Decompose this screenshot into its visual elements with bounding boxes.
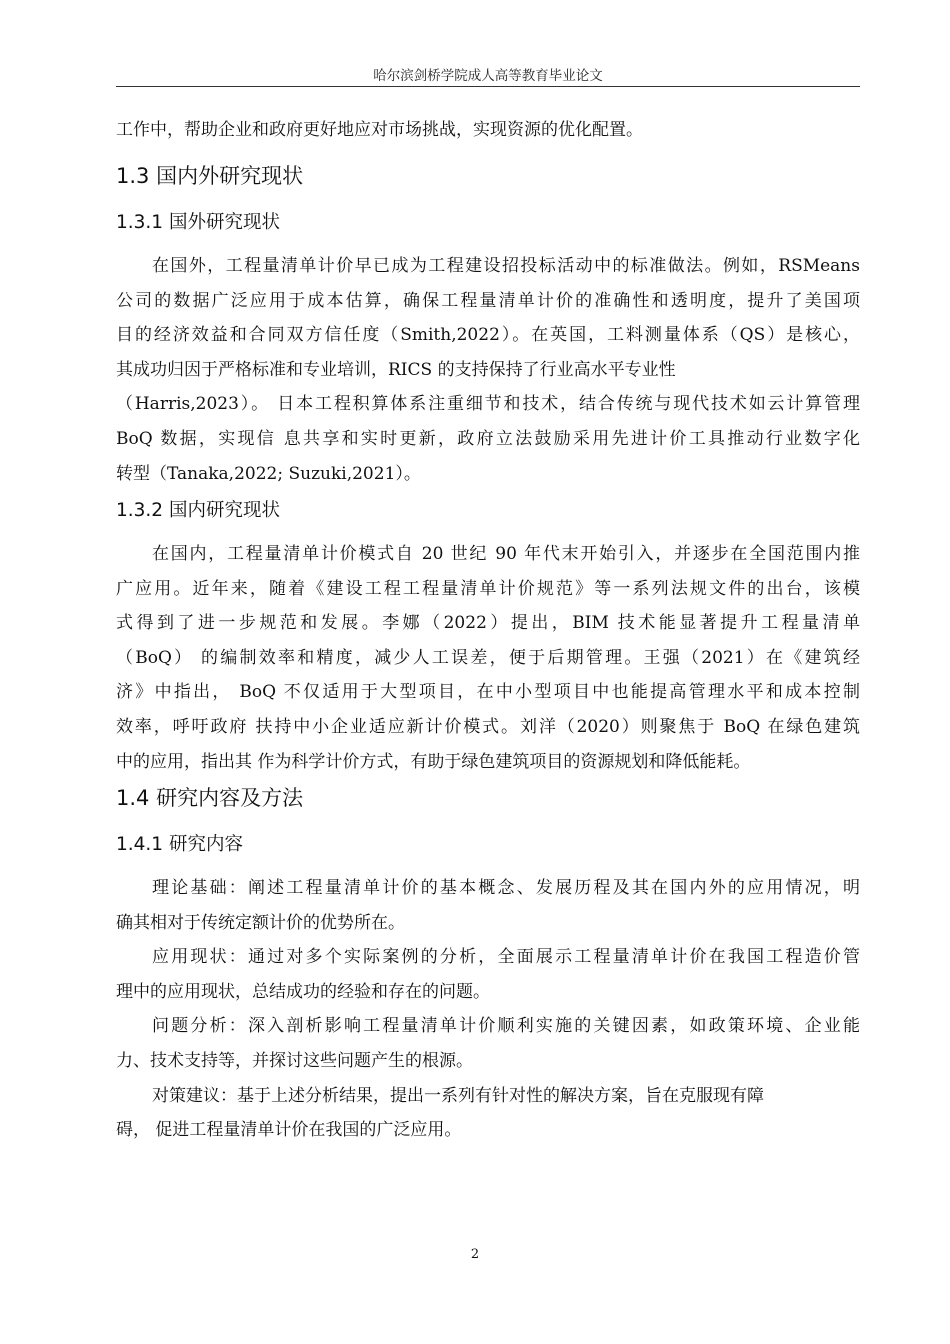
running-header: 哈尔滨剑桥学院成人高等教育毕业论文 (373, 68, 603, 84)
text-line: 碍， 促进工程量清单计价在我国的广泛应用。 (116, 1120, 462, 1141)
text-line: 在国外，工程量清单计价早已成为工程建设招投标活动中的标准做法。例如，RSMeans (152, 256, 860, 276)
text-line: （BoQ） 的编制效率和精度，减少人工误差，便于后期管理。王强（2021）在《建筑经 (116, 647, 860, 668)
text-line: 问题分析：深入剖析影响工程量清单计价顺利实施的关键因素，如政策环境、企业能 (152, 1016, 860, 1037)
text-line: BoQ 数据，实现信 息共享和实时更新，政府立法鼓励采用先进计价工具推动行业数字化 (116, 428, 860, 449)
text-line: 对策建议：基于上述分析结果，提出一系列有针对性的解决方案，旨在克服现有障 (152, 1085, 764, 1106)
text-line: （Harris,2023）。 日本工程积算体系注重细节和技术，结合传统与现代技术如云计算管理 (116, 394, 860, 415)
text-line: 其成功归因于严格标准和专业培训，RICS 的支持保持了行业高水平专业性 (116, 359, 676, 380)
section-heading-1-4: 1.4 研究内容及方法 (116, 786, 304, 810)
text-line: 理中的应用现状，总结成功的经验和存在的问题。 (116, 981, 490, 1002)
text-line: 效率，呼吁政府 扶持中小企业适应新计价模式。刘洋（2020）则聚焦于 BoQ 在绿色建筑 (116, 716, 860, 737)
research-content-list (116, 871, 860, 1148)
text-line: 在国内，工程量清单计价模式自 20 世纪 90 年代末开始引入，并逐步在全国范围内推 (152, 544, 860, 564)
header-rule (116, 86, 860, 87)
text-line: 广应用。近年来，随着《建设工程工程量清单计价规范》等一系列法规文件的出台，该模 (116, 578, 860, 599)
section-heading-1-3: 1.3 国内外研究现状 (116, 164, 304, 188)
text-line: 济》中指出， BoQ 不仅适用于大型项目，在中小型项目中也能提高管理水平和成本控制 (116, 682, 860, 703)
text-line: 公司的数据广泛应用于成本估算，确保工程量清单计价的准确性和透明度，提升了美国项 (116, 290, 860, 311)
paragraph-domestic-research (116, 537, 860, 779)
section-heading-1-3-2: 1.3.2 国内研究现状 (116, 500, 280, 521)
text-line: 应用现状：通过对多个实际案例的分析，全面展示工程量清单计价在我国工程造价管 (152, 947, 860, 968)
paragraph-foreign-research (116, 249, 860, 491)
text-line: 力、技术支持等，并探讨这些问题产生的根源。 (116, 1050, 473, 1071)
section-heading-1-3-1: 1.3.1 国外研究现状 (116, 212, 280, 233)
page-number: 2 (470, 1247, 480, 1262)
text-line: 确其相对于传统定额计价的优势所在。 (116, 912, 405, 933)
text-line: 转型（Tanaka,2022; Suzuki,2021）。 (116, 463, 421, 484)
section-heading-1-4-1: 1.4.1 研究内容 (116, 834, 243, 855)
intro-paragraph (116, 113, 860, 148)
text-line: 中的应用，指出其 作为科学计价方式，有助于绿色建筑项目的资源规划和降低能耗。 (116, 751, 751, 772)
text-line: 工作中，帮助企业和政府更好地应对市场挑战，实现资源的优化配置。 (116, 120, 643, 140)
text-line: 目的经济效益和合同双方信任度（Smith,2022）。在英国，工料测量体系（QS）是核心， (116, 325, 860, 346)
text-line: 式得到了进一步规范和发展。李娜（2022）提出，BIM 技术能显著提升工程量清单 (116, 613, 860, 634)
text-line: 理论基础：阐述工程量清单计价的基本概念、发展历程及其在国内外的应用情况，明 (152, 878, 860, 898)
